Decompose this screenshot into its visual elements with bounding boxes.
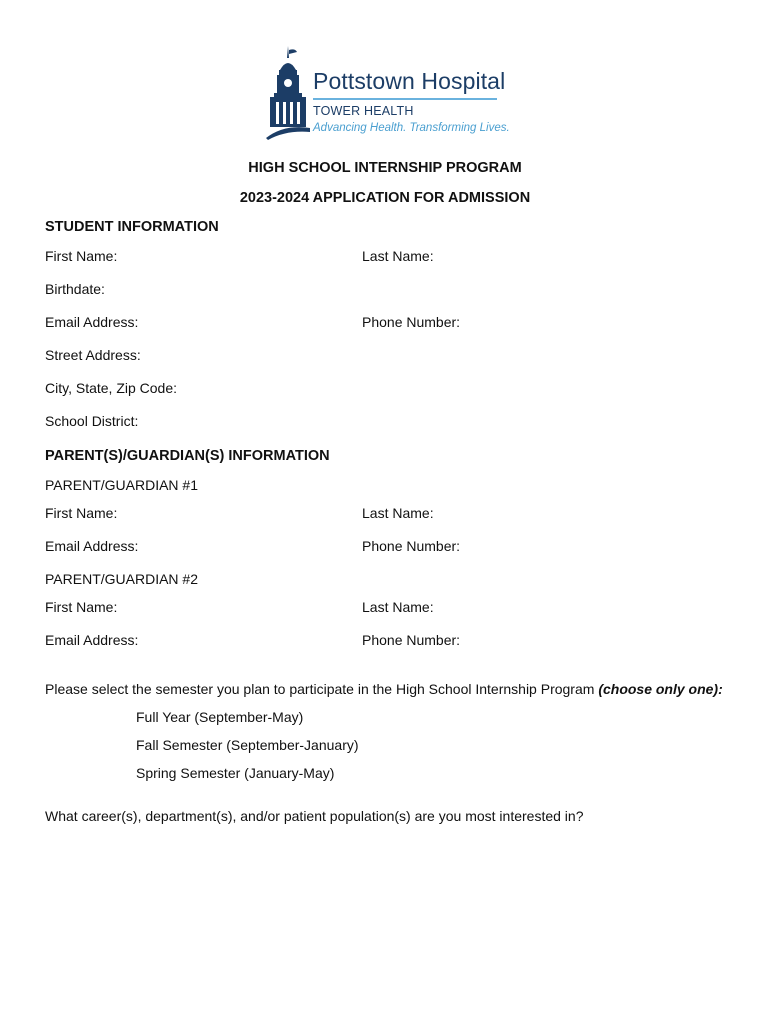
semester-option-full-year[interactable]: Full Year (September-May) xyxy=(136,709,304,725)
clock-tower-icon xyxy=(264,44,312,140)
parent2-email-label: Email Address: xyxy=(45,632,139,648)
student-street-label: Street Address: xyxy=(45,347,141,363)
parent2-phone-label: Phone Number: xyxy=(362,632,461,648)
parent1-last-name-label: Last Name: xyxy=(362,505,434,521)
parents-heading: PARENT(S)/GUARDIAN(S) INFORMATION xyxy=(45,448,330,464)
logo-divider xyxy=(313,98,497,100)
career-question: What career(s), department(s), and/or patient population(s) are you most interested in? xyxy=(45,808,584,824)
student-birthdate-label: Birthdate: xyxy=(45,281,105,297)
semester-option-spring[interactable]: Spring Semester (January-May) xyxy=(136,765,335,781)
student-first-name-label: First Name: xyxy=(45,248,118,264)
student-phone-label: Phone Number: xyxy=(362,314,461,330)
parent1-label: PARENT/GUARDIAN #1 xyxy=(45,477,198,493)
parent1-first-name-label: First Name: xyxy=(45,505,118,521)
semester-option-fall[interactable]: Fall Semester (September-January) xyxy=(136,737,359,753)
parent1-email-label: Email Address: xyxy=(45,538,139,554)
student-heading: STUDENT INFORMATION xyxy=(45,219,219,235)
logo-name: Pottstown Hospital xyxy=(313,68,506,94)
title-program: HIGH SCHOOL INTERNSHIP PROGRAM xyxy=(248,160,522,176)
parent2-first-name-label: First Name: xyxy=(45,599,118,615)
parent2-last-name-label: Last Name: xyxy=(362,599,434,615)
logo-sub: TOWER HEALTH xyxy=(313,104,414,118)
semester-question xyxy=(45,681,723,697)
student-last-name-label: Last Name: xyxy=(362,248,434,264)
student-district-label: School District: xyxy=(45,413,139,429)
parent1-phone-label: Phone Number: xyxy=(362,538,461,554)
semester-question-emphasis: (choose only one): xyxy=(598,681,723,697)
parent2-label: PARENT/GUARDIAN #2 xyxy=(45,571,198,587)
student-email-label: Email Address: xyxy=(45,314,139,330)
logo-tagline: Advancing Health. Transforming Lives. xyxy=(313,122,510,134)
student-city-label: City, State, Zip Code: xyxy=(45,380,178,396)
title-application: 2023-2024 APPLICATION FOR ADMISSION xyxy=(239,190,531,206)
semester-question-text: Please select the semester you plan to participate in the High School Internship Program xyxy=(45,681,599,697)
